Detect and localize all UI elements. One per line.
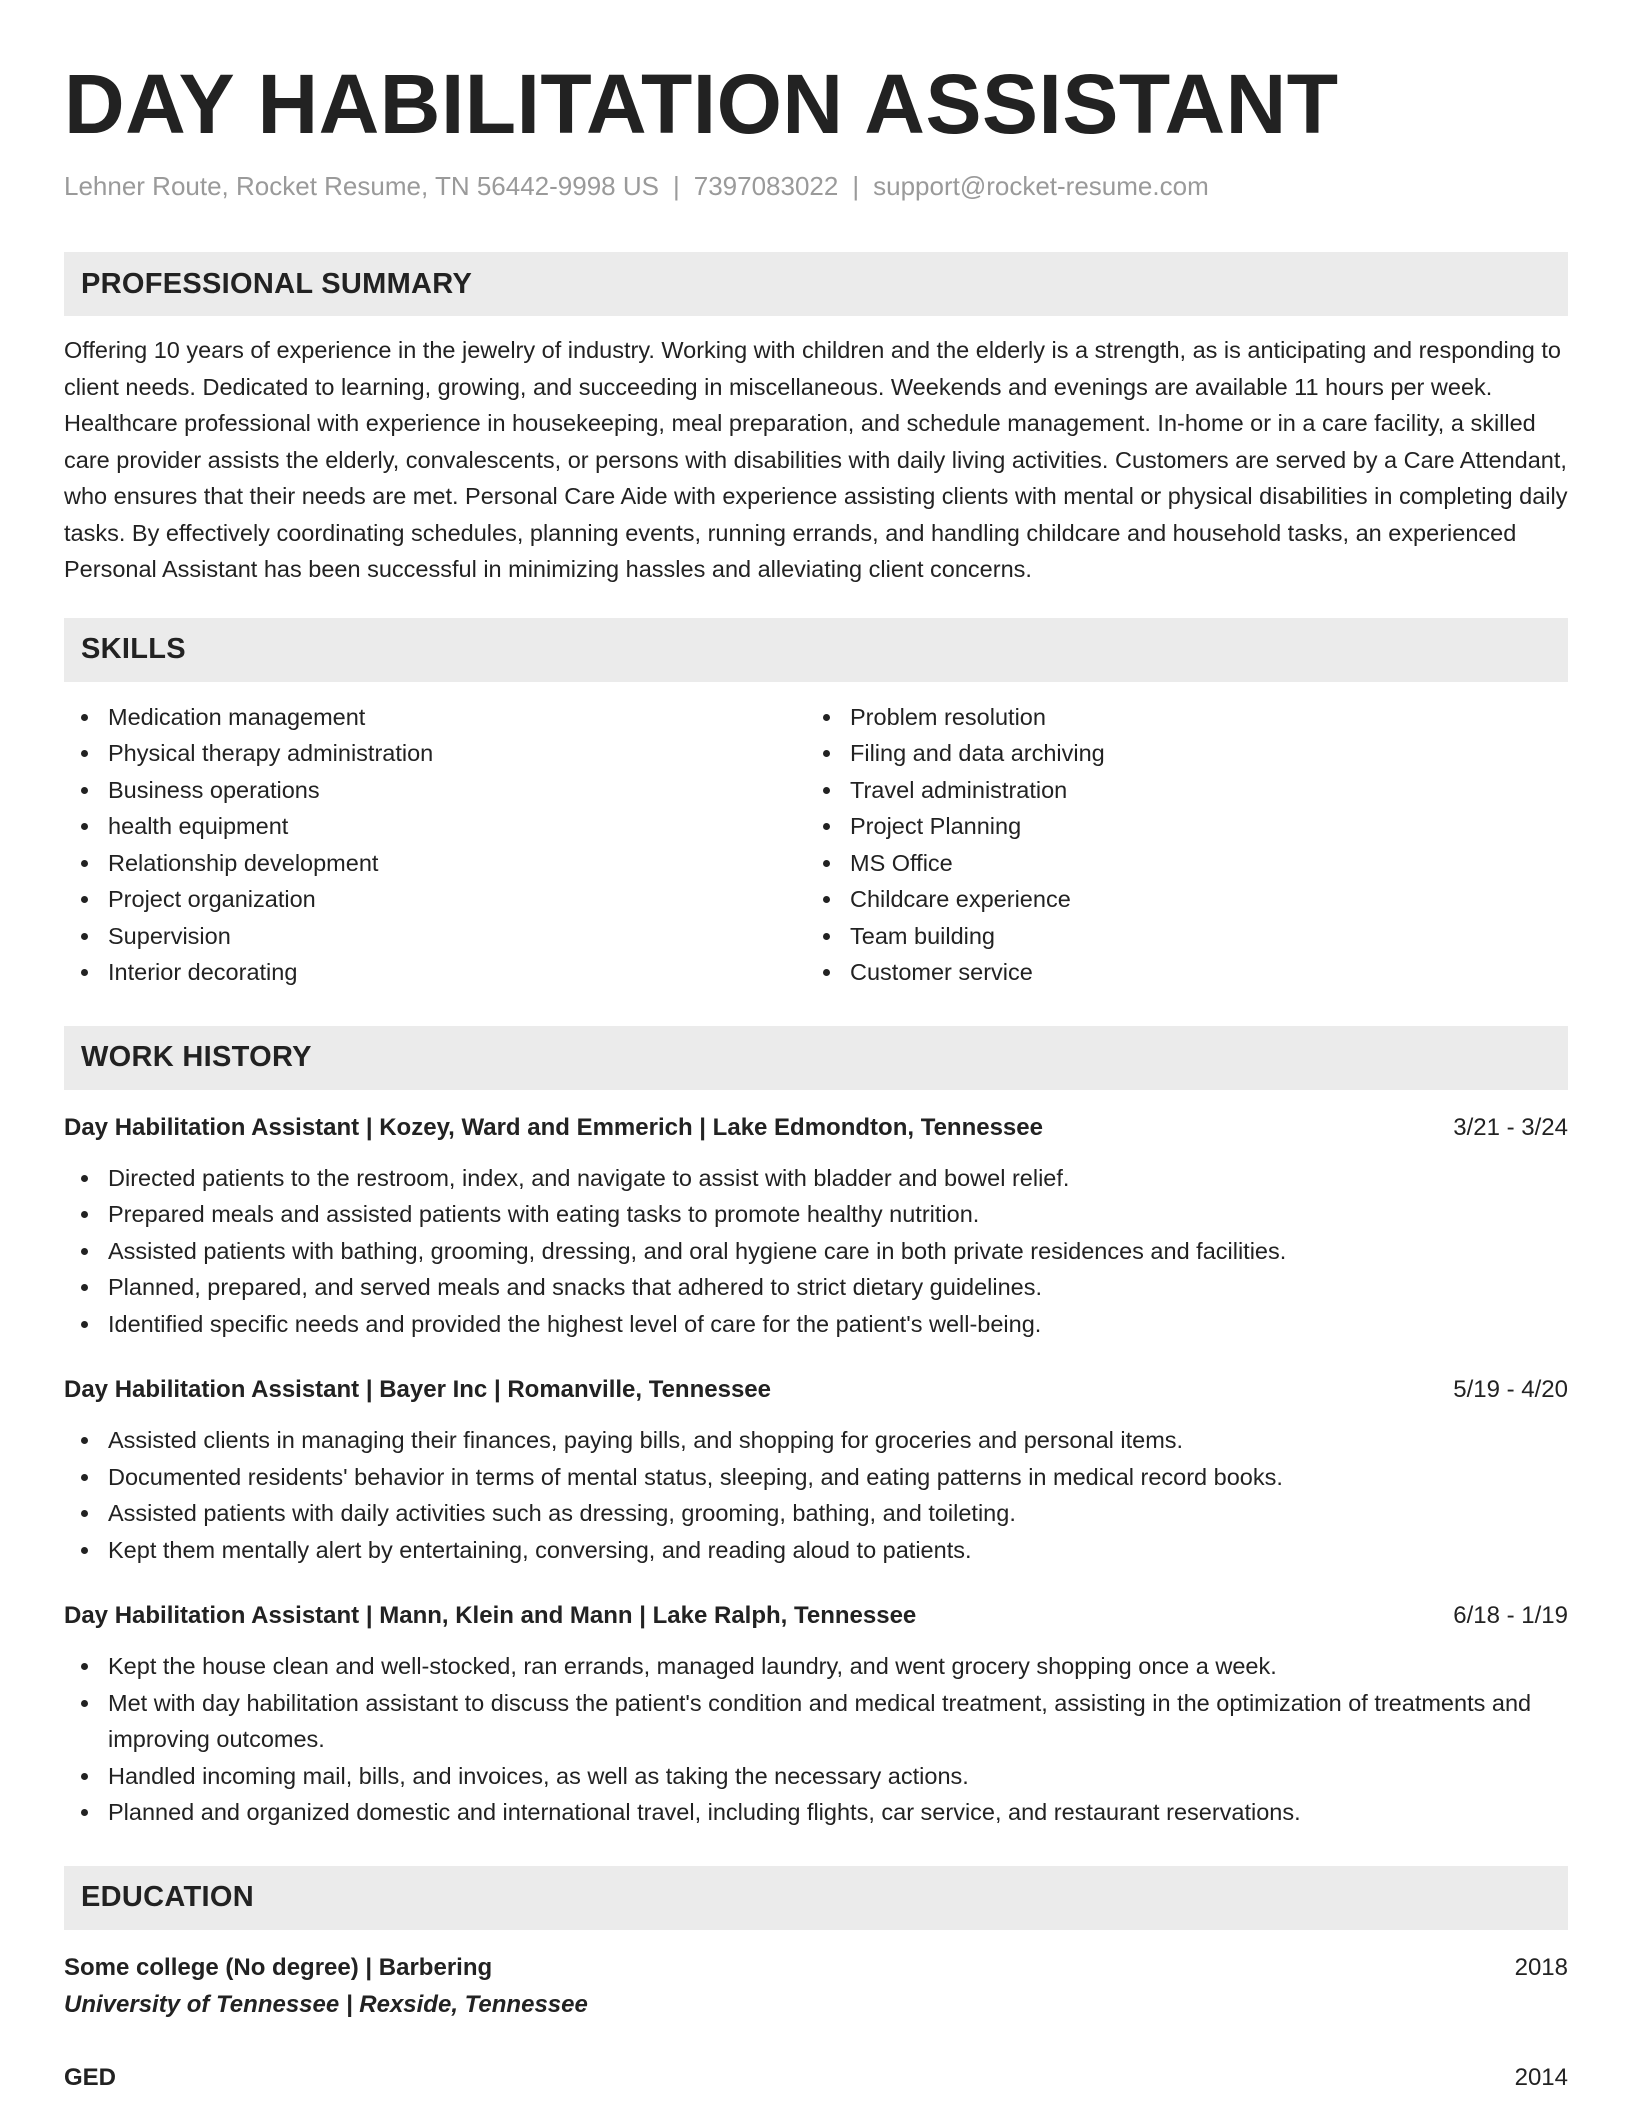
job-title: Day Habilitation Assistant | Kozey, Ward and Emmerich | Lake Edmondton, Tennessee bbox=[64, 1113, 1043, 1141]
job-bullets bbox=[64, 1422, 1568, 1568]
skill-item: Relationship development bbox=[64, 845, 806, 882]
job-header bbox=[64, 1372, 1568, 1408]
contact-phone: 7397083022 bbox=[693, 171, 839, 201]
job-bullet: Documented residents' behavior in terms of mental status, sleeping, and eating patterns in medical record books. bbox=[64, 1459, 1568, 1496]
education-degree: GED bbox=[64, 2063, 117, 2091]
section-header-summary bbox=[64, 252, 1568, 316]
skill-item: Filing and data archiving bbox=[806, 735, 1548, 772]
skill-item: Customer service bbox=[806, 954, 1548, 991]
job-title: Day Habilitation Assistant | Mann, Klein and Mann | Lake Ralph, Tennessee bbox=[64, 1602, 917, 1629]
contact-email[interactable]: support@rocket-resume.com bbox=[873, 171, 1209, 201]
job-bullets bbox=[64, 1160, 1568, 1343]
job-dates: 5/19 - 4/20 bbox=[1453, 1376, 1568, 1403]
contact-line bbox=[64, 168, 1568, 204]
skill-item: Problem resolution bbox=[806, 699, 1548, 736]
skill-item: Project organization bbox=[64, 881, 806, 918]
resume-name: DAY HABILITATION ASSISTANT bbox=[64, 57, 1339, 151]
section-title: WORK HISTORY bbox=[81, 1041, 312, 1073]
job-bullet: Assisted patients with bathing, grooming, dressing, and oral hygiene care in both private residences and facilities. bbox=[64, 1233, 1568, 1270]
contact-separator: | bbox=[672, 171, 680, 201]
job-title: Day Habilitation Assistant | Bayer Inc | Romanville, Tennessee bbox=[64, 1376, 771, 1403]
job-bullet: Directed patients to the restroom, index, and navigate to assist with bladder and bowel relief. bbox=[64, 1160, 1568, 1197]
section-title: PROFESSIONAL SUMMARY bbox=[81, 267, 473, 300]
skill-item: health equipment bbox=[64, 808, 806, 845]
job-entry bbox=[64, 1598, 1568, 1831]
skill-item: MS Office bbox=[806, 845, 1548, 882]
job-bullet: Identified specific needs and provided the highest level of care for the patient's well-being. bbox=[64, 1306, 1568, 1343]
skill-item: Interior decorating bbox=[64, 954, 806, 991]
job-entry bbox=[64, 1372, 1568, 1568]
job-bullet: Handled incoming mail, bills, and invoices, as well as taking the necessary actions. bbox=[64, 1758, 1568, 1795]
job-bullet: Kept the house clean and well-stocked, ran errands, managed laundry, and went grocery shopping once a week. bbox=[64, 1648, 1568, 1685]
education-entry bbox=[64, 1950, 1568, 2024]
job-dates: 6/18 - 1/19 bbox=[1453, 1602, 1568, 1629]
job-bullet: Assisted patients with daily activities such as dressing, grooming, bathing, and toileting. bbox=[64, 1495, 1568, 1532]
contact-address: Lehner Route, Rocket Resume, TN 56442-9998 US bbox=[64, 171, 659, 201]
education-school: University of Tennessee | Rexside, Tennessee bbox=[64, 1990, 588, 2018]
skill-item: Business operations bbox=[64, 772, 806, 809]
job-dates: 3/21 - 3/24 bbox=[1453, 1113, 1568, 1141]
skills-columns bbox=[64, 699, 1568, 991]
summary-paragraph: Offering 10 years of experience in the jewelry of industry. Working with children and the elderly is a strength, as is anticipating and responding to client needs. Dedicated to learning, growing, and succeeding in miscellaneous. Weekends and evenings are available 11 hours per week. Healthcare professional with experience in housekeeping, meal preparation, and schedule management. In-home or in a care facility, a skilled care provider assists the elderly, convalescents, or persons with disabilities with daily living activities. Customers are served by a Care Attendant, who ensures that their needs are met. Personal Care Aide with experience assisting clients with mental or physical disabilities in completing daily tasks. By effectively coordinating schedules, planning events, running errands, and handling childcare and household tasks, an experienced Personal Assistant has been successful in minimizing hassles and alleviating client concerns. bbox=[64, 337, 1568, 582]
job-bullet: Planned and organized domestic and international travel, including flights, car service, and restaurant reservations. bbox=[64, 1794, 1568, 1831]
skill-item: Supervision bbox=[64, 918, 806, 955]
job-bullet: Met with day habilitation assistant to discuss the patient's condition and medical treatment, assisting in the optimization of treatments and improving outcomes. bbox=[64, 1685, 1568, 1758]
skill-item: Physical therapy administration bbox=[64, 735, 806, 772]
job-bullet: Kept them mentally alert by entertaining, conversing, and reading aloud to patients. bbox=[64, 1532, 1568, 1569]
education-entry bbox=[64, 2060, 1568, 2096]
skill-item: Team building bbox=[806, 918, 1548, 955]
education-year: 2014 bbox=[1514, 2063, 1568, 2091]
job-bullet: Planned, prepared, and served meals and snacks that adhered to strict dietary guidelines. bbox=[64, 1269, 1568, 1306]
section-header-skills bbox=[64, 618, 1568, 682]
skills-list-left bbox=[64, 699, 806, 991]
education-degree: Some college (No degree) | Barbering bbox=[64, 1953, 493, 1981]
job-header bbox=[64, 1598, 1568, 1634]
education-header bbox=[64, 1950, 1568, 1986]
skill-item: Childcare experience bbox=[806, 881, 1548, 918]
education-year: 2018 bbox=[1514, 1953, 1568, 1981]
section-header-education bbox=[64, 1866, 1568, 1930]
skill-item: Travel administration bbox=[806, 772, 1548, 809]
job-entry bbox=[64, 1110, 1568, 1343]
contact-separator: | bbox=[852, 171, 860, 201]
section-title: SKILLS bbox=[81, 633, 186, 665]
education-header bbox=[64, 2060, 1568, 2096]
job-bullets bbox=[64, 1648, 1568, 1831]
job-header bbox=[64, 1110, 1568, 1146]
job-bullet: Assisted clients in managing their finances, paying bills, and shopping for groceries and personal items. bbox=[64, 1422, 1568, 1459]
section-title: EDUCATION bbox=[81, 1881, 254, 1913]
skill-item: Project Planning bbox=[806, 808, 1548, 845]
skills-list-right bbox=[806, 699, 1548, 991]
section-header-work-history bbox=[64, 1026, 1568, 1090]
skill-item: Medication management bbox=[64, 699, 806, 736]
job-bullet: Prepared meals and assisted patients with eating tasks to promote healthy nutrition. bbox=[64, 1196, 1568, 1233]
